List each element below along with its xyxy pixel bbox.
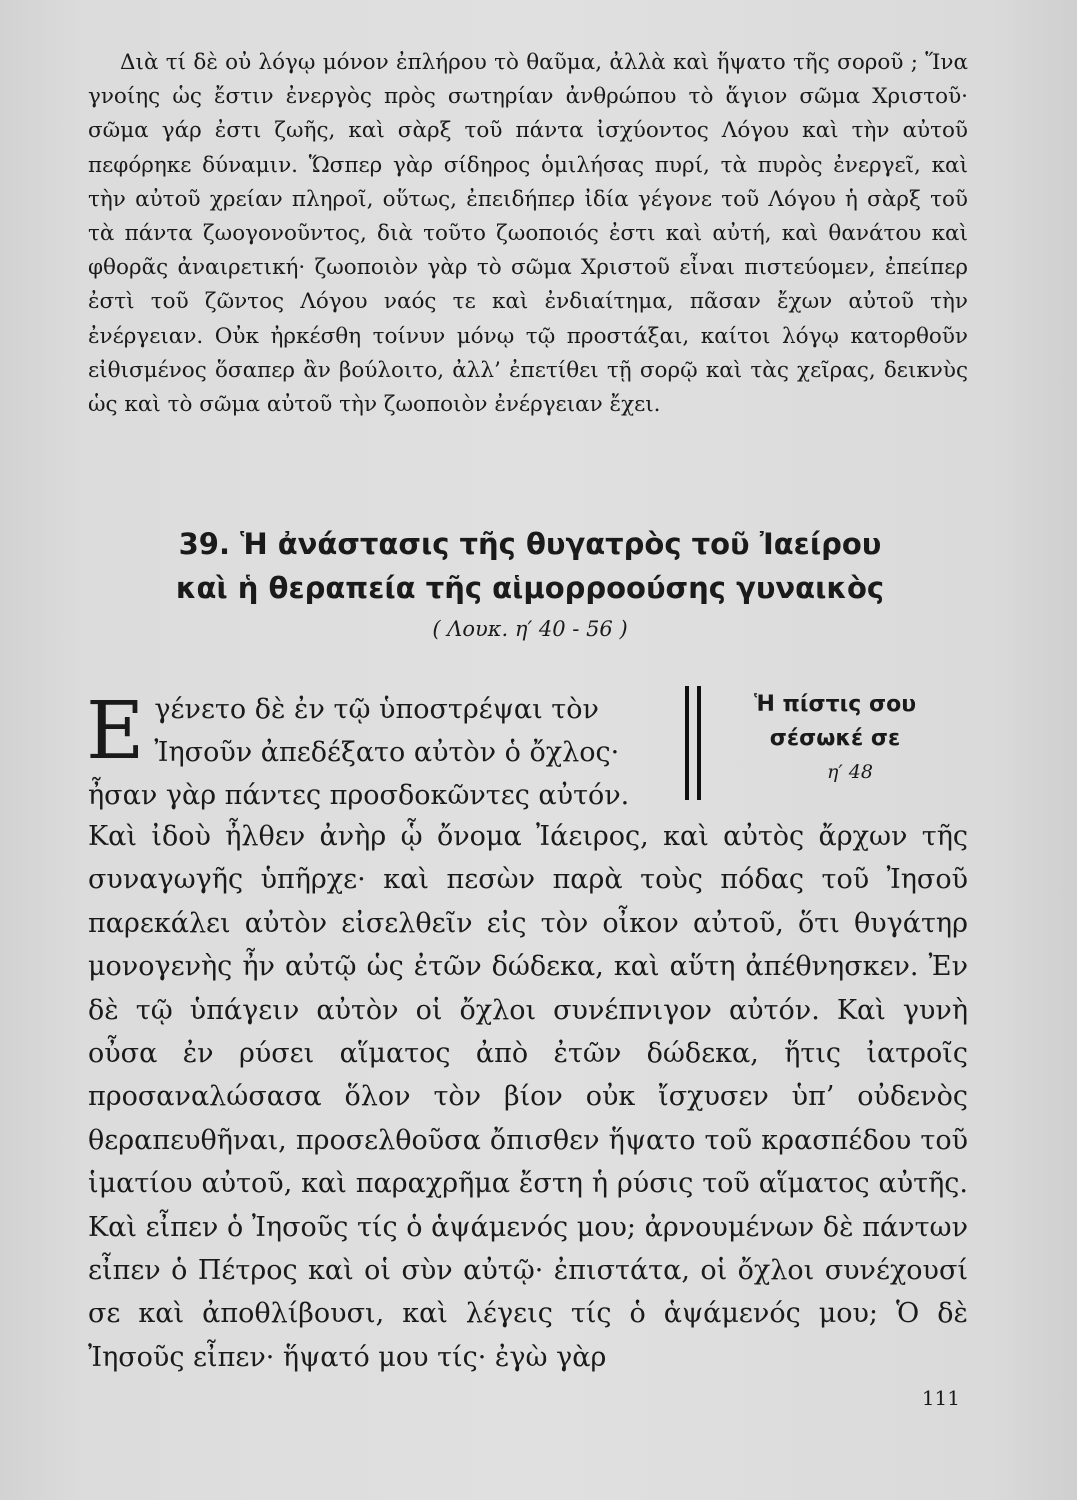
page-number: 111 [921,1386,960,1410]
sidenote [720,688,950,788]
opening-line-3: ἦσαν γὰρ πάντες προσδοκῶντες αὐτόν. [88,780,630,811]
section-title-line-2: καὶ ἡ θεραπεία τῆς αἱμορροούσης γυναικὸς [175,571,885,605]
section-title-line-1: 39. Ἡ ἀνάστασις τῆς θυγατρὸς τοῦ Ἰαείρου [178,527,882,561]
intro-paragraph [88,46,968,422]
opening-line-2: Ἰησοῦν ἀπεδέξατο αὐτὸν ὁ ὄχλος· [154,737,620,768]
opening-paragraph [86,684,683,817]
opening-line-1: γένετο δὲ ἐν τῷ ὑποστρέψαι τὸν [154,694,599,725]
section-heading [100,522,960,644]
sidenote-line-2: σέσωκέ σε [769,726,901,751]
intro-text: Διὰ τί δὲ οὐ λόγῳ μόνον ἐπλήρου τὸ θαῦμα, ἀλλὰ καὶ ἥψατο τῆς σοροῦ ; Ἵνα γνοίης ὡς ἔστιν ἐνεργὸς πρὸς σωτηρίαν ἀνθρώπου τὸ ἅγιον σῶμα Χριστοῦ· σῶμα γάρ ἐστι ζωῆς, καὶ σὰρξ τοῦ πάντα ἰσχύοντος Λόγου καὶ τὴν αὐτοῦ πεφόρηκε δύναμιν. Ὥσπερ γὰρ σίδηρος ὁμιλήσας πυρί, τὰ πυρὸς ἐνεργεῖ, καὶ τὴν αὐτοῦ χρείαν πληροῖ, οὕτως, ἐπειδήπερ ἰδία γέγονε τοῦ Λόγου ἡ σὰρξ τοῦ τὰ πάντα ζωογονοῦντος, διὰ τοῦτο ζωοποιός ἐστι καὶ αὐτή, καὶ θανάτου καὶ φθορᾶς ἀναιρετική· ζωοποιὸν γὰρ τὸ σῶμα Χριστοῦ εἶναι πιστεύομεν, ἐπείπερ ἐστὶ τοῦ ζῶντος Λόγου ναός τε καὶ ἐνδιαίτημα, πᾶσαν ἔχων αὐτοῦ τὴν ἐνέργειαν. Οὐκ ἠρκέσθη τοίνυν μόνῳ τῷ προστάξαι, καίτοι λόγῳ κατορθοῦν εἰθισμένος ὅσαπερ ἂν βούλοιτο, ἀλλ’ ἐπετίθει τῇ σορῷ καὶ τὰς χεῖρας, δεικνὺς ὡς καὶ τὸ σῶμα αὐτοῦ τὴν ζωοποιὸν ἐνέργειαν ἔχει. [88,50,968,418]
body-paragraph [88,815,968,1379]
sidenote-reference: η′ 48 [827,761,873,783]
body-text: Καὶ ἰδοὺ ἦλθεν ἀνὴρ ᾧ ὄνομα Ἰάειρος, καὶ αὐτὸς ἄρχων τῆς συναγωγῆς ὑπῆρχε· καὶ πεσὼν παρὰ τοὺς πόδας τοῦ Ἰησοῦ παρεκάλει αὐτὸν εἰσελθεῖν εἰς τὸν οἶκον αὐτοῦ, ὅτι θυγάτηρ μονογενὴς ἦν αὐτῷ ὡς ἐτῶν δώδεκα, καὶ αὕτη ἀπέθνησκεν. Ἐν δὲ τῷ ὑπάγειν αὐτὸν οἱ ὄχλοι συνέπνιγον αὐτόν. Καὶ γυνὴ οὖσα ἐν ρύσει αἵματος ἀπὸ ἐτῶν δώδεκα, ἥτις ἰατροῖς προσαναλώσασα ὅλον τὸν βίον οὐκ ἴσχυσεν ὑπ’ οὐδενὸς θεραπευθῆναι, προσελθοῦσα ὄπισθεν ἥψατο τοῦ κρασπέδου τοῦ ἱματίου αὐτοῦ, καὶ παραχρῆμα ἔστη ἡ ρύσις τοῦ αἵματος αὐτῆς. Καὶ εἶπεν ὁ Ἰησοῦς τίς ὁ ἁψάμενός μου; ἀρνουμένων δὲ πάντων εἶπεν ὁ Πέτρος καὶ οἱ σὺν αὐτῷ· ἐπιστάτα, οἱ ὄχλοι συνέχουσί σε καὶ ἀποθλίβουσι, καὶ λέγεις τίς ὁ ἁψάμενός μου; Ὁ δὲ Ἰησοῦς εἶπεν· ἥψατό μου τίς· ἐγὼ γὰρ [88,821,968,1373]
drop-cap: Ε [86,684,145,777]
sidenote-rule-right [697,686,701,800]
section-reference: ( Λουκ. η′ 40 - 56 ) [432,617,628,641]
sidenote-rule-left [685,686,689,800]
sidenote-line-1: Ἡ πίστις σου [753,692,917,717]
